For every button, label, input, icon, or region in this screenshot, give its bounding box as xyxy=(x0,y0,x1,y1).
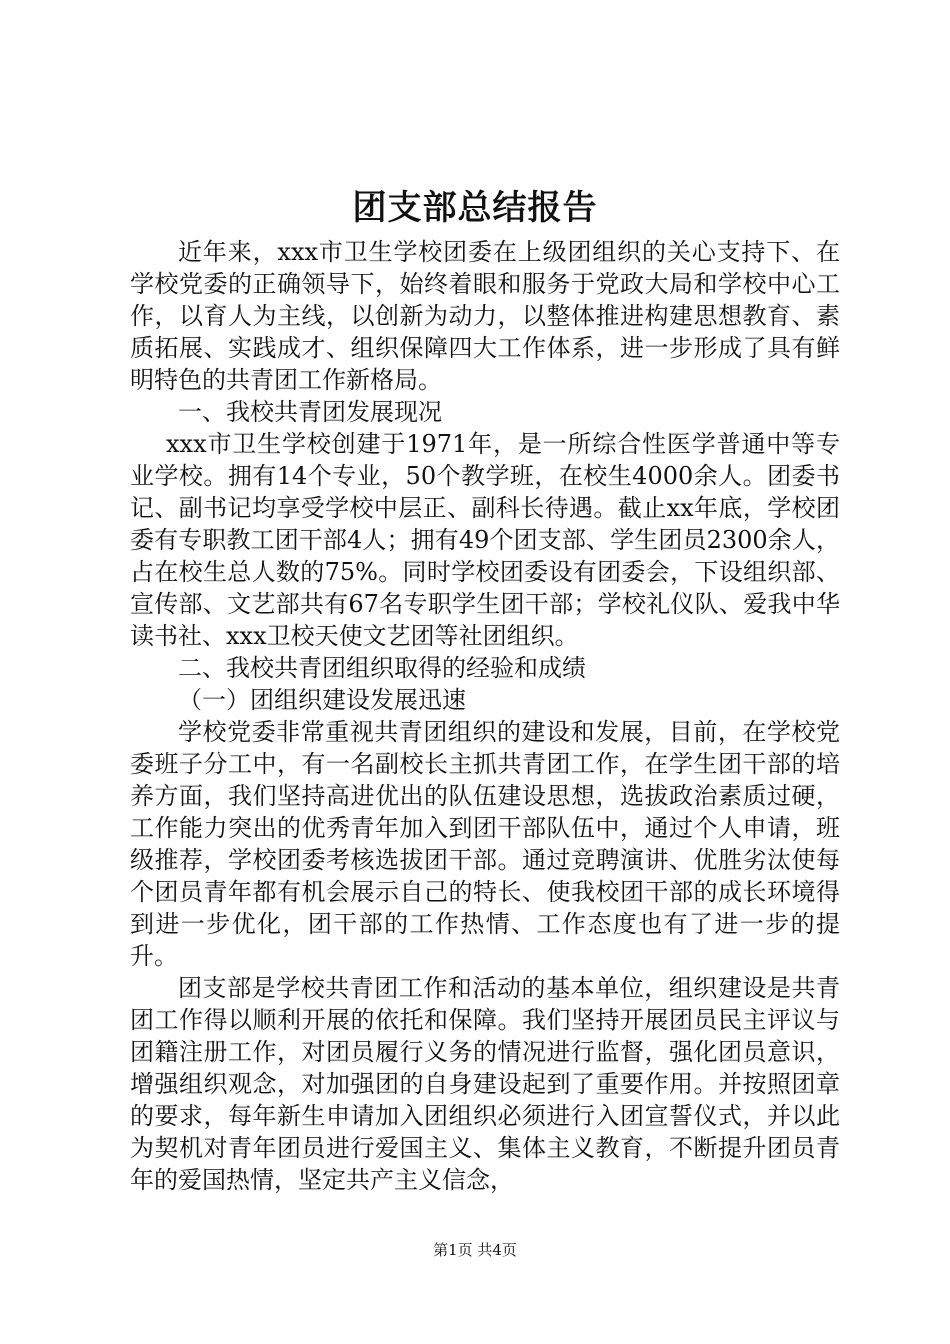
subsection-heading-1: （一）团组织建设发展迅速 xyxy=(178,686,466,714)
document-body xyxy=(130,236,840,1196)
section-heading-2: 二、我校共青团组织取得的经验和成绩 xyxy=(178,654,586,682)
paragraph-branch-work: 团支部是学校共青团工作和活动的基本单位，组织建设是共青团工作得以顺利开展的依托和保障。我们坚持开展团员民主评议与团籍注册工作，对团员履行义务的情况进行监督，强化团员意识，增强组织观念，对加强团的自身建设起到了重要作用。并按照团章的要求，每年新生申请加入团组织必须进行入团宣誓仪式，并以此为契机对青年团员进行爱国主义、集体主义教育，不断提升团员青年的爱国热情，坚定共产主义信念， xyxy=(130,974,840,1194)
paragraph-school-overview: xxx市卫生学校创建于1971年，是一所综合性医学普通中等专业学校。拥有14个专业，50个教学班，在校生4000余人。团委书记、副书记均享受学校中层正、副科长待遇。截止xx年底，学校团委有专职教工团干部4人；拥有49个团支部、学生团员2300余人，占在校生总人数的75%。同时学校团委设有团委会，下设组织部、宣传部、文艺部共有67名专职学生团干部；学校礼仪队、爱我中华读书社、xxx卫校天使文艺团等社团组织。 xyxy=(130,430,840,650)
section-heading-1: 一、我校共青团发展现况 xyxy=(178,398,442,426)
paragraph-intro: 近年来，xxx市卫生学校团委在上级团组织的关心支持下、在学校党委的正确领导下，始终着眼和服务于党政大局和学校中心工作，以育人为主线，以创新为动力，以整体推进构建思想教育、素质拓展、实践成才、组织保障四大工作体系，进一步形成了具有鲜明特色的共青团工作新格局。 xyxy=(130,238,840,394)
page-number-footer: 第1页 共4页 xyxy=(433,1241,517,1259)
document-title: 团支部总结报告 xyxy=(352,188,598,228)
paragraph-organization-building: 学校党委非常重视共青团组织的建设和发展，目前，在学校党委班子分工中，有一名副校长主抓共青团工作，在学生团干部的培养方面，我们坚持高进优出的队伍建设思想，选拔政治素质过硬，工作能力突出的优秀青年加入到团干部队伍中，通过个人申请，班级推荐，学校团委考核选拔团干部。通过竞聘演讲、优胜劣汰使每个团员青年都有机会展示自己的特长、使我校团干部的成长环境得到进一步优化，团干部的工作热情、工作态度也有了进一步的提升。 xyxy=(130,718,840,970)
